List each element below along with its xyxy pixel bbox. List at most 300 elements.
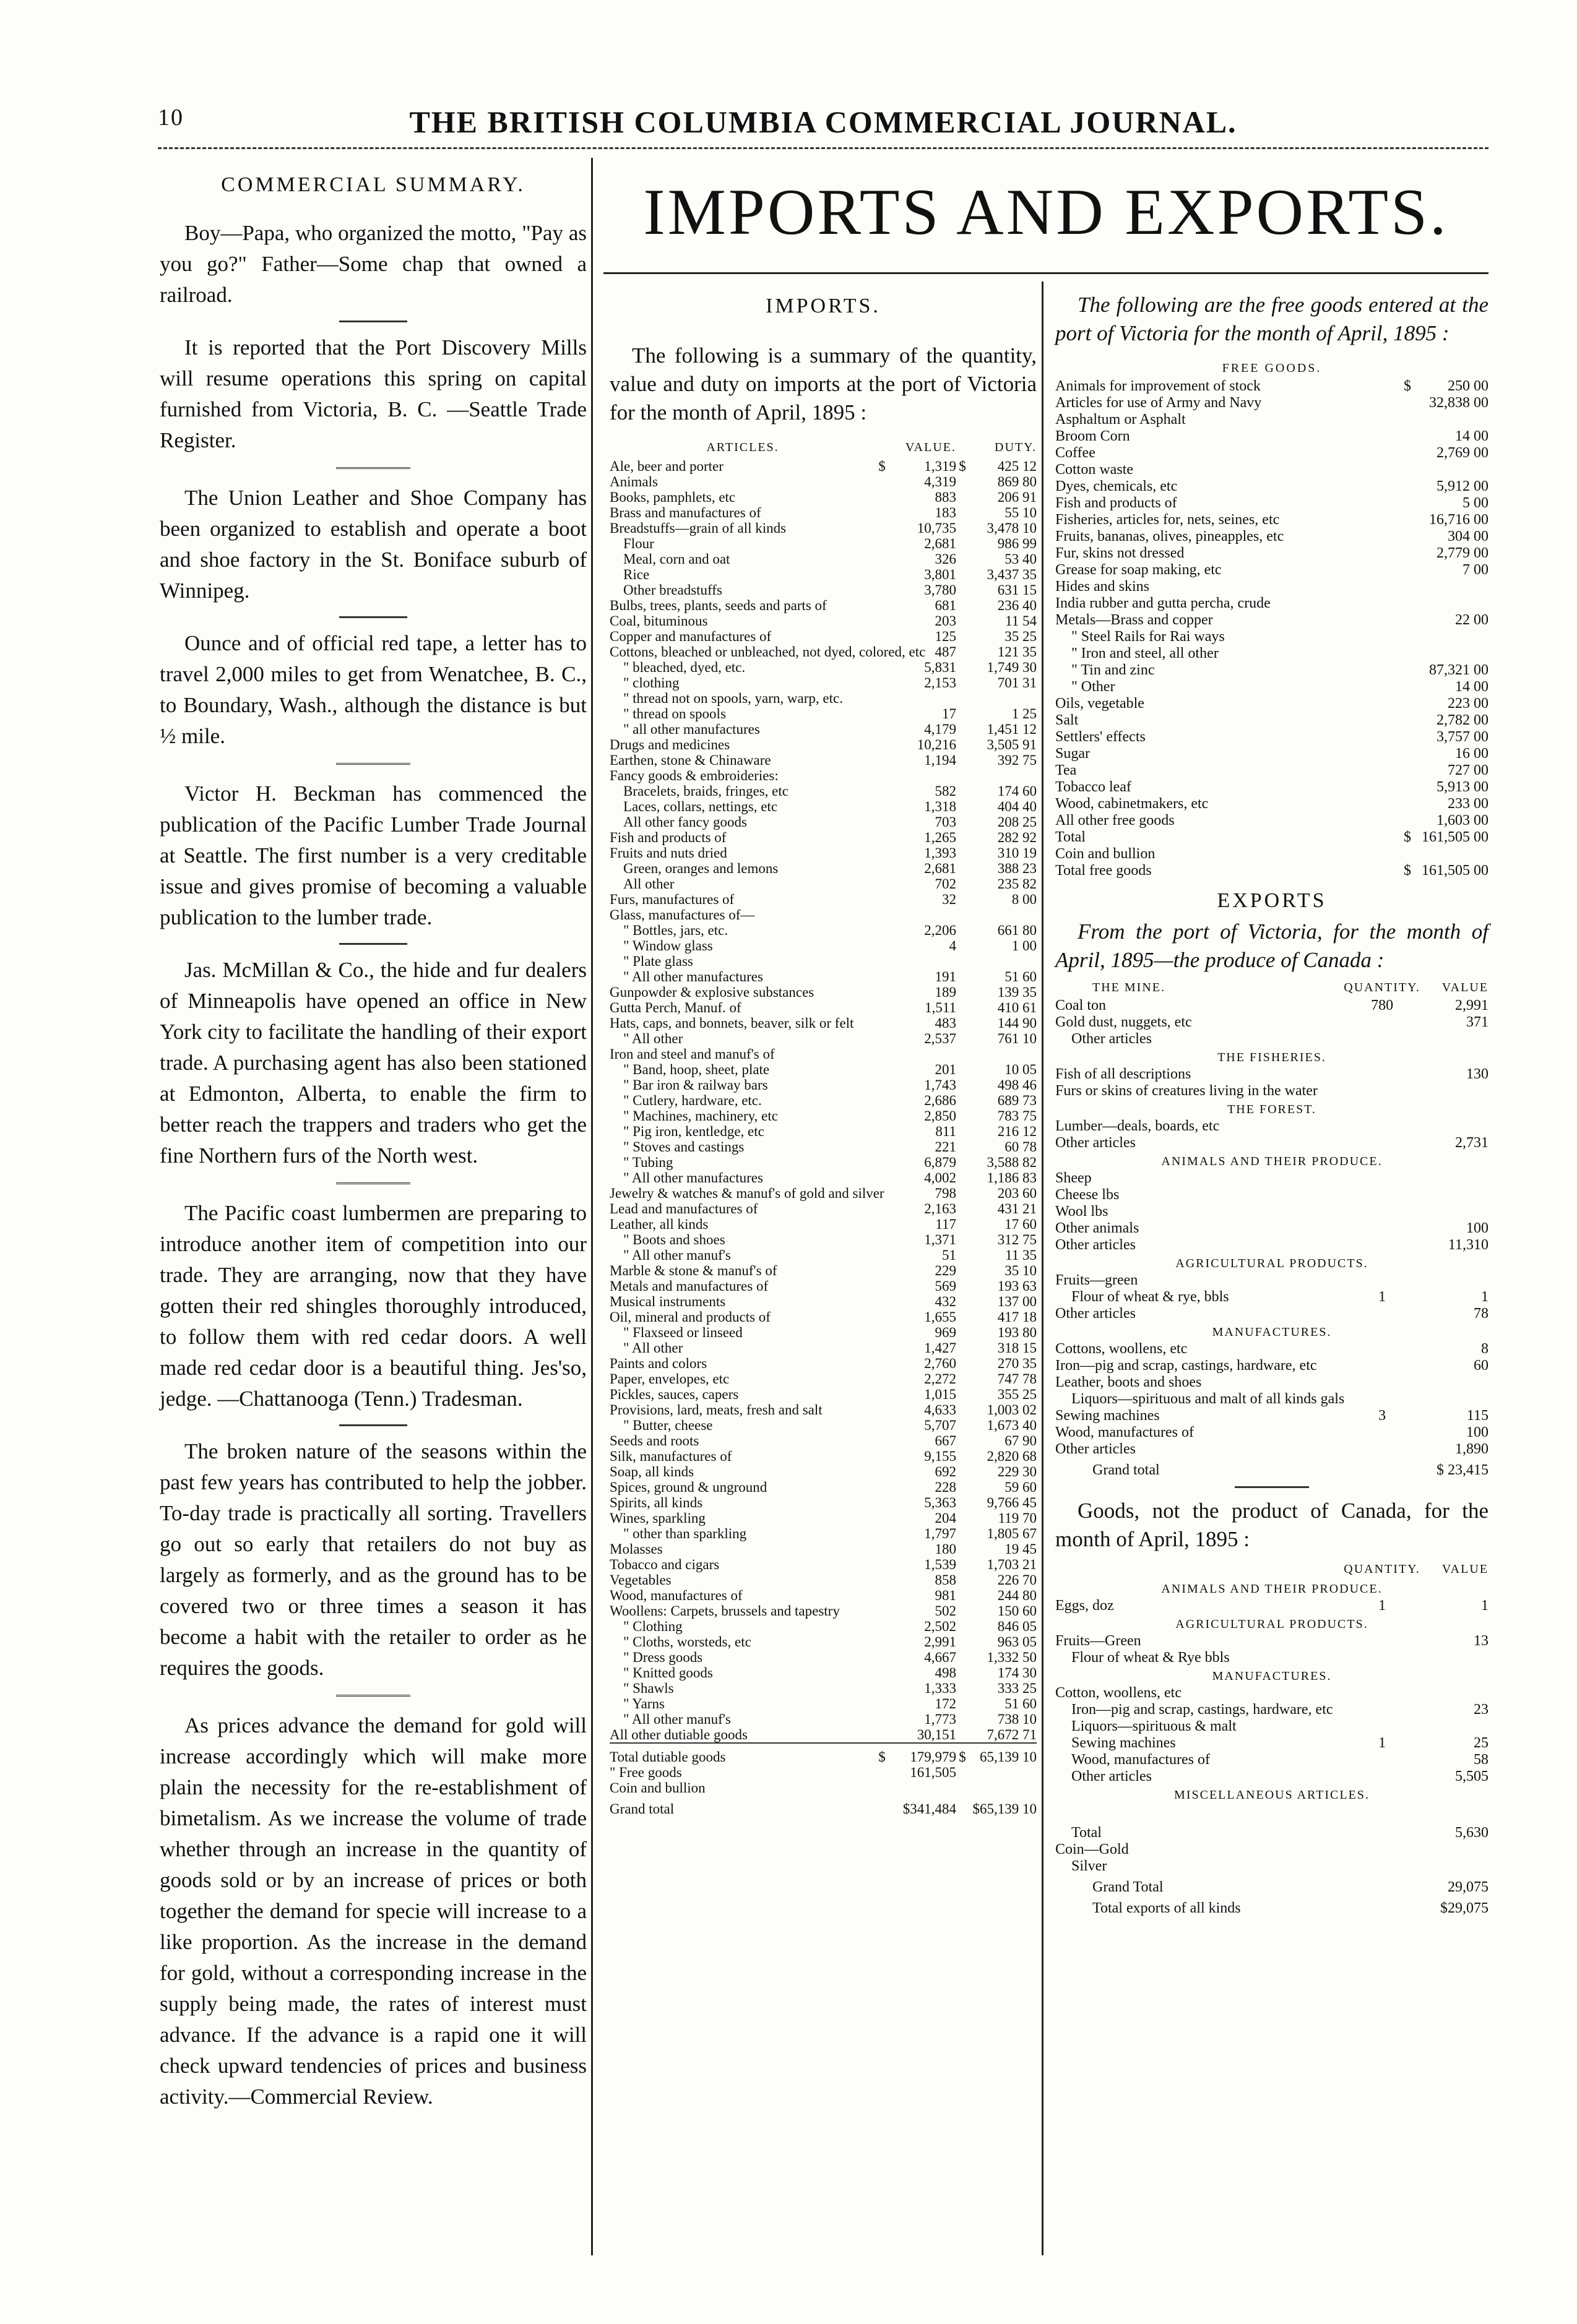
import-row [610, 1000, 1037, 1015]
import-value: 702 [935, 876, 956, 892]
import-value: 2,991 [924, 1634, 956, 1650]
free-goods-row [1055, 812, 1488, 829]
export-quantity [1344, 1358, 1420, 1374]
summary-paragraph: The Union Leather and Shoe Company has been organized to establish and operate a boot and shoe factory in the St. Boniface suburb of Winnipeg. [160, 486, 587, 603]
free-goods-row [1055, 579, 1488, 595]
import-article: Gutta Perch, Manuf. of [610, 1000, 741, 1015]
import-row [610, 1650, 1037, 1665]
imports-heading: IMPORTS. [766, 295, 881, 317]
import-duty: 137 00 [997, 1294, 1037, 1309]
export-row [1055, 1598, 1488, 1614]
value-currency [876, 1464, 888, 1479]
export-row [1055, 1391, 1488, 1408]
import-row [610, 969, 1037, 984]
value-currency [876, 783, 888, 799]
value-currency: $ [1404, 378, 1411, 394]
value-currency [876, 1263, 888, 1278]
value-currency [876, 969, 888, 984]
col-the-mine: THE MINE. [1092, 981, 1165, 994]
value-currency [1401, 428, 1414, 445]
export-article: Sewing machines [1071, 1735, 1176, 1751]
running-title: THE BRITISH COLUMBIA COMMERCIAL JOURNAL. [409, 105, 1237, 139]
export-row [1055, 1014, 1488, 1031]
duty-currency [956, 1294, 969, 1309]
export-row [1055, 1374, 1488, 1391]
summary-paragraph: Boy—Papa, who organized the motto, "Pay as you go?" Father—Some chap that owned a railroad. [160, 221, 587, 307]
value-currency [876, 1340, 888, 1356]
import-value: 9,155 [924, 1448, 956, 1464]
import-article: All other dutiable goods [610, 1727, 748, 1742]
value-currency: $ [876, 1743, 888, 1765]
export-row [1055, 1187, 1488, 1203]
import-article: " Boots and shoes [623, 1232, 725, 1247]
import-duty: 417 18 [997, 1309, 1037, 1325]
import-row [610, 984, 1037, 1000]
import-row [610, 953, 1037, 969]
value-currency [876, 861, 888, 876]
import-article: Pickles, sauces, capers [610, 1387, 739, 1402]
import-value [888, 768, 956, 783]
duty-currency [956, 474, 969, 489]
import-value [888, 1046, 956, 1062]
import-duty: 174 60 [997, 783, 1037, 799]
import-row [610, 1780, 1037, 1796]
import-row [610, 505, 1037, 520]
free-goods-value: 5,912 00 [1437, 478, 1488, 494]
import-duty: 1,451 12 [987, 721, 1037, 737]
export-quantity [1344, 1768, 1420, 1785]
value-currency [1401, 779, 1414, 796]
value-currency [1401, 612, 1414, 629]
import-duty: 11 54 [1005, 613, 1037, 629]
value-currency [1401, 579, 1414, 595]
import-duty: 59 60 [1005, 1479, 1037, 1495]
import-duty: 35 25 [1005, 629, 1037, 644]
import-duty: 65,139 10 [969, 1743, 1037, 1765]
duty-currency [956, 1402, 969, 1418]
import-row [610, 1696, 1037, 1711]
commercial-summary-title: COMMERCIAL SUMMARY. [221, 173, 525, 196]
non-canada-table [1055, 1560, 1488, 1917]
import-article: Coal, bituminous [610, 613, 708, 629]
import-article: Seeds and roots [610, 1433, 699, 1448]
export-value [1420, 1374, 1488, 1391]
import-duty: 310 19 [997, 845, 1037, 861]
export-article: Cheese lbs [1055, 1187, 1120, 1203]
imports-intro: The following is a summary of the quantity, value and duty on imports at the port of Victoria for the month of April, 1895 : [610, 343, 1037, 424]
import-article: " Tubing [623, 1155, 673, 1170]
summary-paragraph: It is reported that the Port Discovery Mills will resume operations this spring on capital furnished from Victoria, B. C. —Seattle Trade Register. [160, 335, 587, 452]
import-row [610, 1062, 1037, 1077]
total-value: $29,075 [1440, 1900, 1488, 1916]
value-currency [876, 1000, 888, 1015]
value-currency [876, 1433, 888, 1448]
export-quantity [1344, 1187, 1420, 1203]
import-row [610, 1155, 1037, 1170]
import-row [610, 1387, 1037, 1402]
duty-currency [956, 721, 969, 737]
import-value: 1,319 [924, 458, 956, 474]
free-goods-row [1055, 779, 1488, 796]
value-currency [876, 1418, 888, 1433]
import-duty: 689 73 [997, 1093, 1037, 1108]
free-goods-row [1055, 462, 1488, 478]
import-article: Spirits, all kinds [610, 1495, 703, 1510]
value-currency [876, 752, 888, 768]
import-value: 2,686 [924, 1093, 956, 1108]
import-duty: 631 15 [997, 582, 1037, 598]
category-label: THE FOREST. [1227, 1103, 1316, 1116]
free-goods-value: 2,782 00 [1437, 712, 1488, 728]
export-quantity: 1 [1378, 1289, 1386, 1305]
export-value [1420, 1685, 1488, 1702]
free-goods-row [1055, 679, 1488, 695]
duty-currency [956, 1665, 969, 1681]
import-row [610, 582, 1037, 598]
import-article: " Stoves and castings [623, 1139, 745, 1155]
value-currency [876, 984, 888, 1000]
import-value: 161,505 [910, 1765, 956, 1780]
import-article: Leather, all kinds [610, 1216, 709, 1232]
free-goods-value: 5 00 [1463, 495, 1488, 511]
import-row [610, 1216, 1037, 1232]
import-article: Oil, mineral and products of [610, 1309, 771, 1325]
import-row [610, 892, 1037, 907]
free-goods-value: 2,769 00 [1437, 445, 1488, 461]
value-currency [876, 1124, 888, 1139]
value-currency [876, 520, 888, 536]
page-number: 10 [158, 105, 184, 131]
import-duty: 235 82 [997, 876, 1037, 892]
free-goods-article: " Iron and steel, all other [1071, 645, 1219, 661]
import-duty: 270 35 [997, 1356, 1037, 1371]
import-article: " All other [623, 1340, 683, 1356]
duty-currency [956, 1572, 969, 1588]
import-article: Wood, manufactures of [610, 1588, 743, 1603]
import-value: 117 [935, 1216, 956, 1232]
value-currency [876, 1015, 888, 1031]
duty-currency [956, 1619, 969, 1634]
export-article: Other animals [1055, 1220, 1139, 1236]
export-row [1055, 1170, 1488, 1187]
duty-currency [956, 923, 969, 938]
value-currency [876, 1634, 888, 1650]
total-row [1055, 1896, 1488, 1917]
value-currency [1401, 462, 1414, 478]
value-currency [876, 1557, 888, 1572]
export-article: Cotton, woollens, etc [1055, 1685, 1182, 1701]
import-duty: 846 05 [997, 1619, 1037, 1634]
duty-currency [956, 536, 969, 551]
export-quantity: 780 [1371, 997, 1394, 1014]
export-value [1420, 1272, 1488, 1289]
import-value: 228 [935, 1479, 956, 1495]
import-value: $341,484 [902, 1801, 956, 1817]
export-quantity [1344, 1066, 1420, 1083]
import-value: 502 [935, 1603, 956, 1619]
import-article: Meal, corn and oat [623, 551, 730, 567]
export-quantity: 3 [1378, 1408, 1386, 1424]
import-row [610, 1108, 1037, 1124]
export-row [1055, 1768, 1488, 1785]
import-row [610, 1557, 1037, 1572]
import-duty: 333 25 [997, 1681, 1037, 1696]
import-duty: 392 75 [997, 752, 1037, 768]
export-value: 1 [1481, 1598, 1488, 1614]
export-row [1055, 1752, 1488, 1768]
free-goods-heading: FREE GOODS. [1222, 361, 1322, 375]
import-article: Molasses [610, 1541, 663, 1557]
value-currency [1401, 846, 1414, 863]
value-currency [876, 598, 888, 613]
import-value: 125 [935, 629, 956, 644]
free-goods-value: 304 00 [1448, 528, 1488, 544]
free-goods-value: 727 00 [1448, 762, 1488, 778]
value-currency [1401, 495, 1414, 512]
value-currency [876, 814, 888, 830]
free-goods-article: Total free goods [1055, 863, 1152, 879]
import-article: " Shawls [623, 1681, 674, 1696]
value-currency: $ [878, 458, 886, 474]
value-currency [876, 1201, 888, 1216]
free-goods-article: Coin and bullion [1055, 846, 1156, 862]
export-article: Fish of all descriptions [1055, 1066, 1191, 1082]
category-label: AGRICULTURAL PRODUCTS. [1175, 1257, 1368, 1270]
export-quantity [1344, 1858, 1420, 1875]
duty-currency [956, 1155, 969, 1170]
duty-currency [956, 1340, 969, 1356]
export-row [1055, 1203, 1488, 1220]
import-row [610, 1232, 1037, 1247]
import-article: Total dutiable goods [610, 1743, 876, 1765]
import-duty: 193 80 [997, 1325, 1037, 1340]
import-article: Copper and manufactures of [610, 629, 772, 644]
export-value [1420, 1718, 1488, 1735]
free-goods-article: Animals for improvement of stock [1055, 378, 1261, 394]
summary-paragraph: The broken nature of the seasons within the past few years has contributed to help the jobber. To-day trade is practically all sorting. Travellers go out so early that retailers do not buy as largely as formerly, and as the ground has to be covered two or three times a season it has become a habit with the retailer to order as he requires the goods. [160, 1439, 587, 1680]
export-quantity [1344, 1220, 1420, 1237]
free-goods-article: Metals—Brass and copper [1055, 612, 1213, 628]
free-goods-article: India rubber and gutta percha, crude [1055, 595, 1271, 611]
export-quantity [1344, 1118, 1420, 1135]
value-currency [876, 830, 888, 845]
import-row [610, 783, 1037, 799]
import-row [610, 1510, 1037, 1526]
import-duty: 144 90 [997, 1015, 1037, 1031]
import-value: 51 [942, 1247, 956, 1263]
import-row [610, 814, 1037, 830]
duty-currency [956, 1588, 969, 1603]
commercial-summary-column [160, 167, 587, 2112]
import-value: 703 [935, 814, 956, 830]
category-label: MANUFACTURES. [1212, 1669, 1332, 1683]
import-value: 969 [935, 1325, 956, 1340]
free-goods-value: 7 00 [1463, 562, 1488, 578]
free-goods-article: " Other [1071, 679, 1115, 695]
duty-currency [956, 1278, 969, 1294]
free-goods-article: Fruits, bananas, olives, pineapples, etc [1055, 528, 1284, 544]
import-value: 981 [935, 1588, 956, 1603]
duty-currency [956, 1263, 969, 1278]
import-row [610, 752, 1037, 768]
spacer-row [1055, 1804, 1488, 1825]
duty-currency [956, 1727, 969, 1743]
export-value [1420, 1203, 1488, 1220]
import-value: 4,002 [924, 1170, 956, 1186]
import-article: All other [623, 876, 675, 892]
value-currency [876, 1711, 888, 1727]
free-goods-value: 161,505 00 [1422, 863, 1488, 879]
paragraph-separator [339, 1424, 407, 1426]
free-goods-row [1055, 695, 1488, 712]
import-article: Spices, ground & unground [610, 1479, 767, 1495]
import-value: 667 [935, 1433, 956, 1448]
import-value: 569 [935, 1278, 956, 1294]
duty-currency [956, 737, 969, 752]
export-row [1055, 1306, 1488, 1322]
export-article: Flour of wheat & rye, bbls [1071, 1289, 1229, 1305]
import-duty: 2,820 68 [987, 1448, 1037, 1464]
free-goods-article: Cotton waste [1055, 462, 1133, 478]
duty-currency [956, 1603, 969, 1619]
value-currency [876, 799, 888, 814]
import-value: 1,393 [924, 845, 956, 861]
import-value: 4,667 [924, 1650, 956, 1665]
export-value [1420, 1858, 1488, 1875]
import-row [610, 861, 1037, 876]
import-row [610, 458, 1037, 474]
import-article: Paints and colors [610, 1356, 707, 1371]
value-currency [876, 1510, 888, 1526]
import-row [610, 474, 1037, 489]
import-article: Bracelets, braids, fringes, etc [623, 783, 788, 799]
free-goods-article: Fish and products of [1055, 495, 1177, 511]
export-row [1055, 1272, 1488, 1289]
column-rule-left [591, 158, 593, 2255]
value-currency [1401, 746, 1414, 762]
import-article: " All other [623, 1031, 683, 1046]
free-goods-row [1055, 512, 1488, 528]
duty-currency [956, 984, 969, 1000]
category-row [1055, 1048, 1488, 1066]
export-value: 100 [1466, 1424, 1488, 1440]
import-row [610, 1186, 1037, 1201]
export-article: Iron—pig and scrap, castings, hardware, etc [1071, 1702, 1333, 1718]
import-duty [969, 768, 1037, 783]
import-duty: 10 05 [1005, 1062, 1037, 1077]
import-duty: 783 75 [997, 1108, 1037, 1124]
import-duty: 738 10 [997, 1711, 1037, 1727]
import-duty [969, 691, 1037, 706]
import-value: 3,801 [924, 567, 956, 582]
export-article: Lumber—deals, boards, etc [1055, 1118, 1220, 1134]
value-currency [1401, 528, 1414, 545]
value-currency [1401, 712, 1414, 729]
free-goods-row [1055, 612, 1488, 629]
import-value: 681 [935, 598, 956, 613]
export-row [1055, 1702, 1488, 1718]
free-goods-article: Total [1055, 829, 1086, 845]
import-value: 2,206 [924, 923, 956, 938]
import-duty: 1,805 67 [987, 1526, 1037, 1541]
export-row [1055, 1718, 1488, 1735]
export-row [1055, 1083, 1488, 1100]
export-row [1055, 1341, 1488, 1358]
free-goods-row [1055, 445, 1488, 462]
import-article: Woollens: Carpets, brussels and tapestry [610, 1603, 840, 1619]
import-article: Ale, beer and porter [610, 458, 724, 474]
value-currency [876, 1371, 888, 1387]
import-article: Silk, manufactures of [610, 1448, 732, 1464]
import-duty: 3,588 82 [987, 1155, 1037, 1170]
import-row [610, 1139, 1037, 1155]
export-row [1055, 1358, 1488, 1374]
import-duty: 963 05 [997, 1634, 1037, 1650]
import-row [610, 1727, 1037, 1743]
export-article: Other articles [1055, 1237, 1136, 1253]
import-value: 2,163 [924, 1201, 956, 1216]
import-row [610, 1603, 1037, 1619]
export-quantity [1344, 1272, 1420, 1289]
import-row [610, 799, 1037, 814]
duty-currency [956, 1077, 969, 1093]
category-row [1055, 1666, 1488, 1685]
import-duty: 11 35 [1005, 1247, 1037, 1263]
free-goods-value [1414, 595, 1488, 612]
duty-currency [956, 783, 969, 799]
duty-currency [956, 660, 969, 675]
import-duty: 355 25 [997, 1387, 1037, 1402]
value-currency [876, 582, 888, 598]
free-goods-article: Oils, vegetable [1055, 695, 1144, 712]
import-duty: 150 60 [997, 1603, 1037, 1619]
value-currency [876, 1665, 888, 1681]
export-value: 78 [1474, 1306, 1488, 1322]
export-article: Wool lbs [1055, 1203, 1108, 1220]
import-value: 487 [935, 644, 956, 660]
import-duty: 174 30 [997, 1665, 1037, 1681]
free-goods-row [1055, 562, 1488, 579]
value-currency [876, 892, 888, 907]
import-article: Flour [623, 536, 654, 551]
export-article: Wood, manufactures of [1071, 1752, 1210, 1768]
import-duty: 51 60 [1005, 969, 1037, 984]
export-value: 13 [1474, 1633, 1488, 1649]
export-article: Fruits—Green [1055, 1633, 1141, 1649]
category-row [1055, 1614, 1488, 1633]
import-row [610, 938, 1037, 953]
import-duty: 67 90 [1005, 1433, 1037, 1448]
import-duty: 3,505 91 [987, 737, 1037, 752]
free-goods-article: Hides and skins [1055, 579, 1149, 595]
duty-currency [956, 1495, 969, 1510]
import-value: 883 [935, 489, 956, 505]
import-value: 4,633 [924, 1402, 956, 1418]
export-value: 5,505 [1455, 1768, 1488, 1784]
duty-currency [956, 489, 969, 505]
free-goods-value: 16,716 00 [1429, 512, 1488, 528]
total-value: $ 23,415 [1437, 1462, 1488, 1478]
value-currency [876, 1093, 888, 1108]
duty-currency [956, 969, 969, 984]
import-row [610, 598, 1037, 613]
export-quantity [1344, 1441, 1420, 1458]
value-currency [876, 1247, 888, 1263]
import-article: Brass and manufactures of [610, 505, 761, 520]
duty-currency [956, 907, 969, 923]
import-article: " Band, hoop, sheet, plate [623, 1062, 770, 1077]
duty-currency [956, 1000, 969, 1015]
